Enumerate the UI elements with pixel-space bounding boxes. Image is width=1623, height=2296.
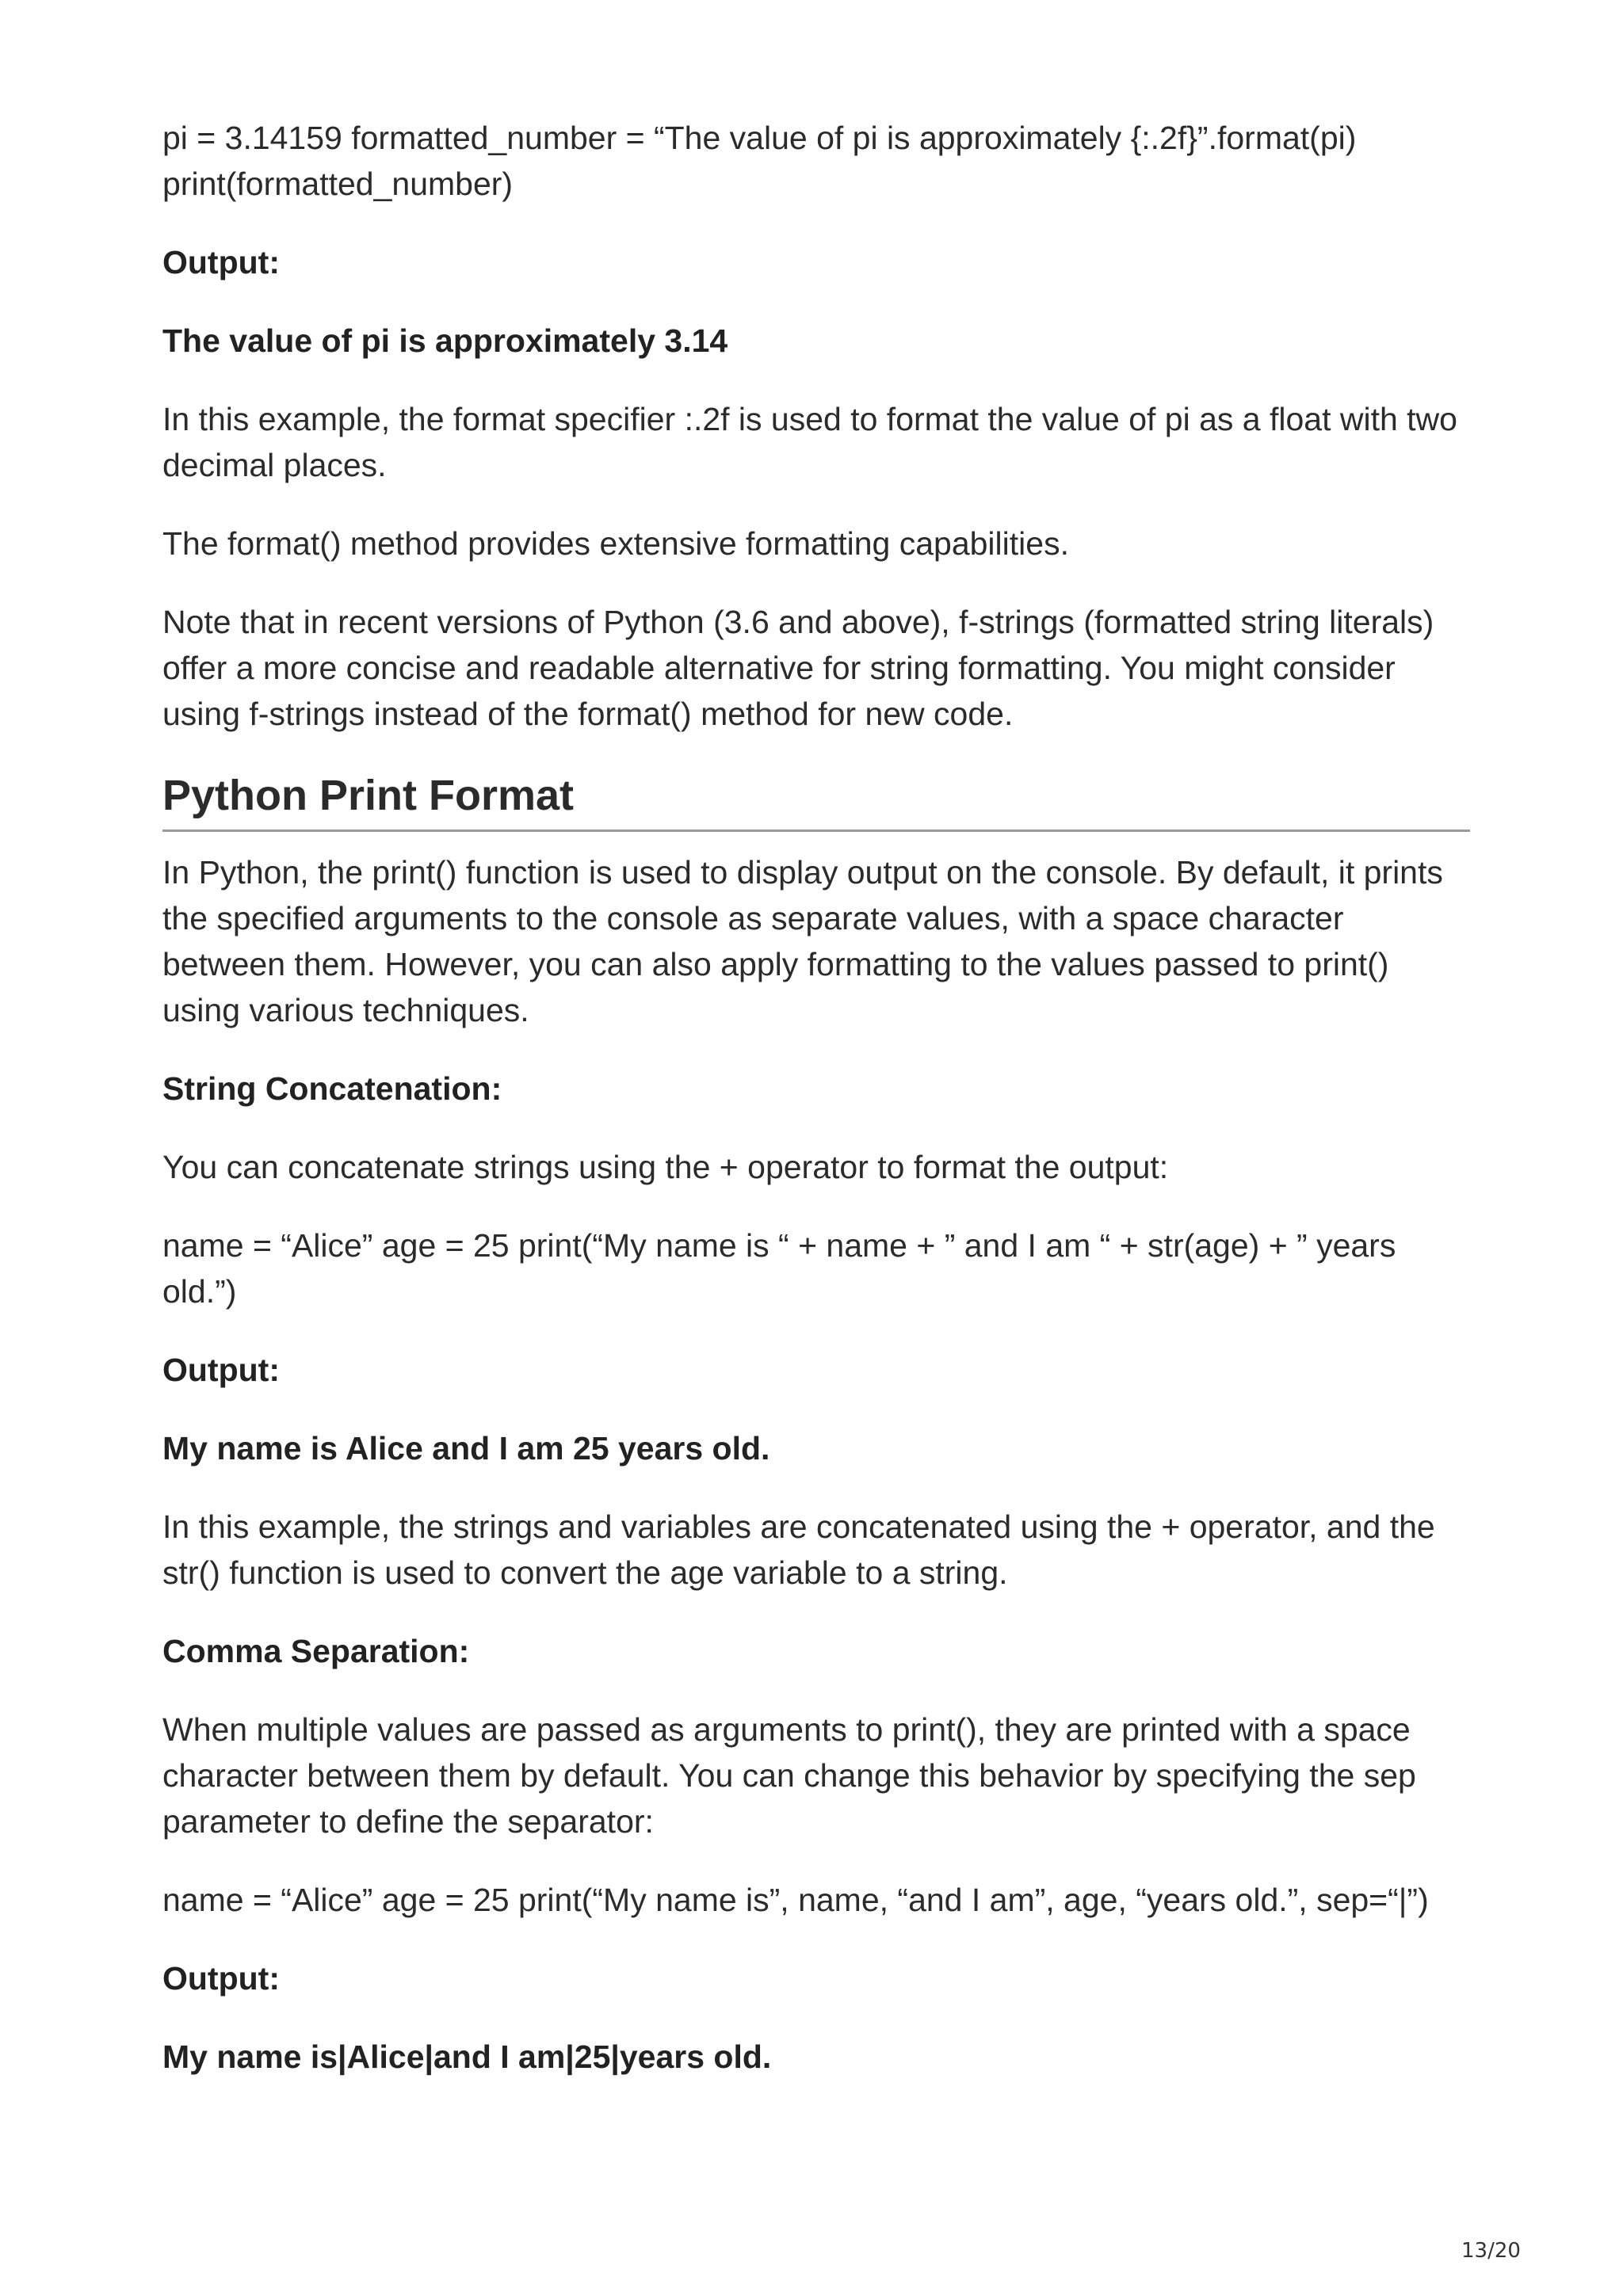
paragraph: You can concatenate strings using the + operator to format the output: [162, 1149, 1169, 1185]
paragraph: Note that in recent versions of Python (3.6 and above), f-strings (formatted string literals) offer a more concise and readable alternative for string formatting. You might consider using f-strings instead of the format() method for new code. [162, 604, 1434, 732]
code-example-concatenation: name = “Alice” age = 25 print(“My name is “ + name + ” and I am “ + str(age) + ” years old.”) [162, 1227, 1396, 1310]
subheading: String Concatenation: [162, 1070, 502, 1107]
output-result: My name is|Alice|and I am|25|years old. [162, 2039, 772, 2075]
output-result: The value of pi is approximately 3.14 [162, 322, 728, 359]
subheading: Comma Separation: [162, 1633, 470, 1669]
paragraph: In Python, the print() function is used to display output on the console. By default, it prints the specified arguments to the console as separate values, with a space character between them. However, you can also apply formatting to the values passed to print() using various techniques. [162, 854, 1443, 1028]
code-example-separator: name = “Alice” age = 25 print(“My name is”, name, “and I am”, age, “years old.”, sep=“|”) [162, 1882, 1429, 1918]
paragraph: The format() method provides extensive formatting capabilities. [162, 525, 1069, 562]
output-label: Output: [162, 244, 280, 280]
paragraph: In this example, the format specifier :.2f is used to format the value of pi as a float with two decimal places. [162, 401, 1457, 483]
output-result: My name is Alice and I am 25 years old. [162, 1430, 770, 1466]
paragraph: When multiple values are passed as arguments to print(), they are printed with a space character between them by default. You can change this behavior by specifying the sep parameter to define the separator: [162, 1711, 1416, 1840]
page-number: 13/20 [1461, 2239, 1521, 2263]
document-body [162, 115, 1470, 2112]
output-label: Output: [162, 1960, 280, 1997]
output-label: Output: [162, 1352, 280, 1388]
section-heading: Python Print Format [162, 769, 1470, 832]
code-example-format-pi: pi = 3.14159 formatted_number = “The value of pi is approximately {:.2f}”.format(pi) print(formatted_number) [162, 120, 1357, 202]
paragraph: In this example, the strings and variables are concatenated using the + operator, and the str() function is used to convert the age variable to a string. [162, 1508, 1435, 1591]
